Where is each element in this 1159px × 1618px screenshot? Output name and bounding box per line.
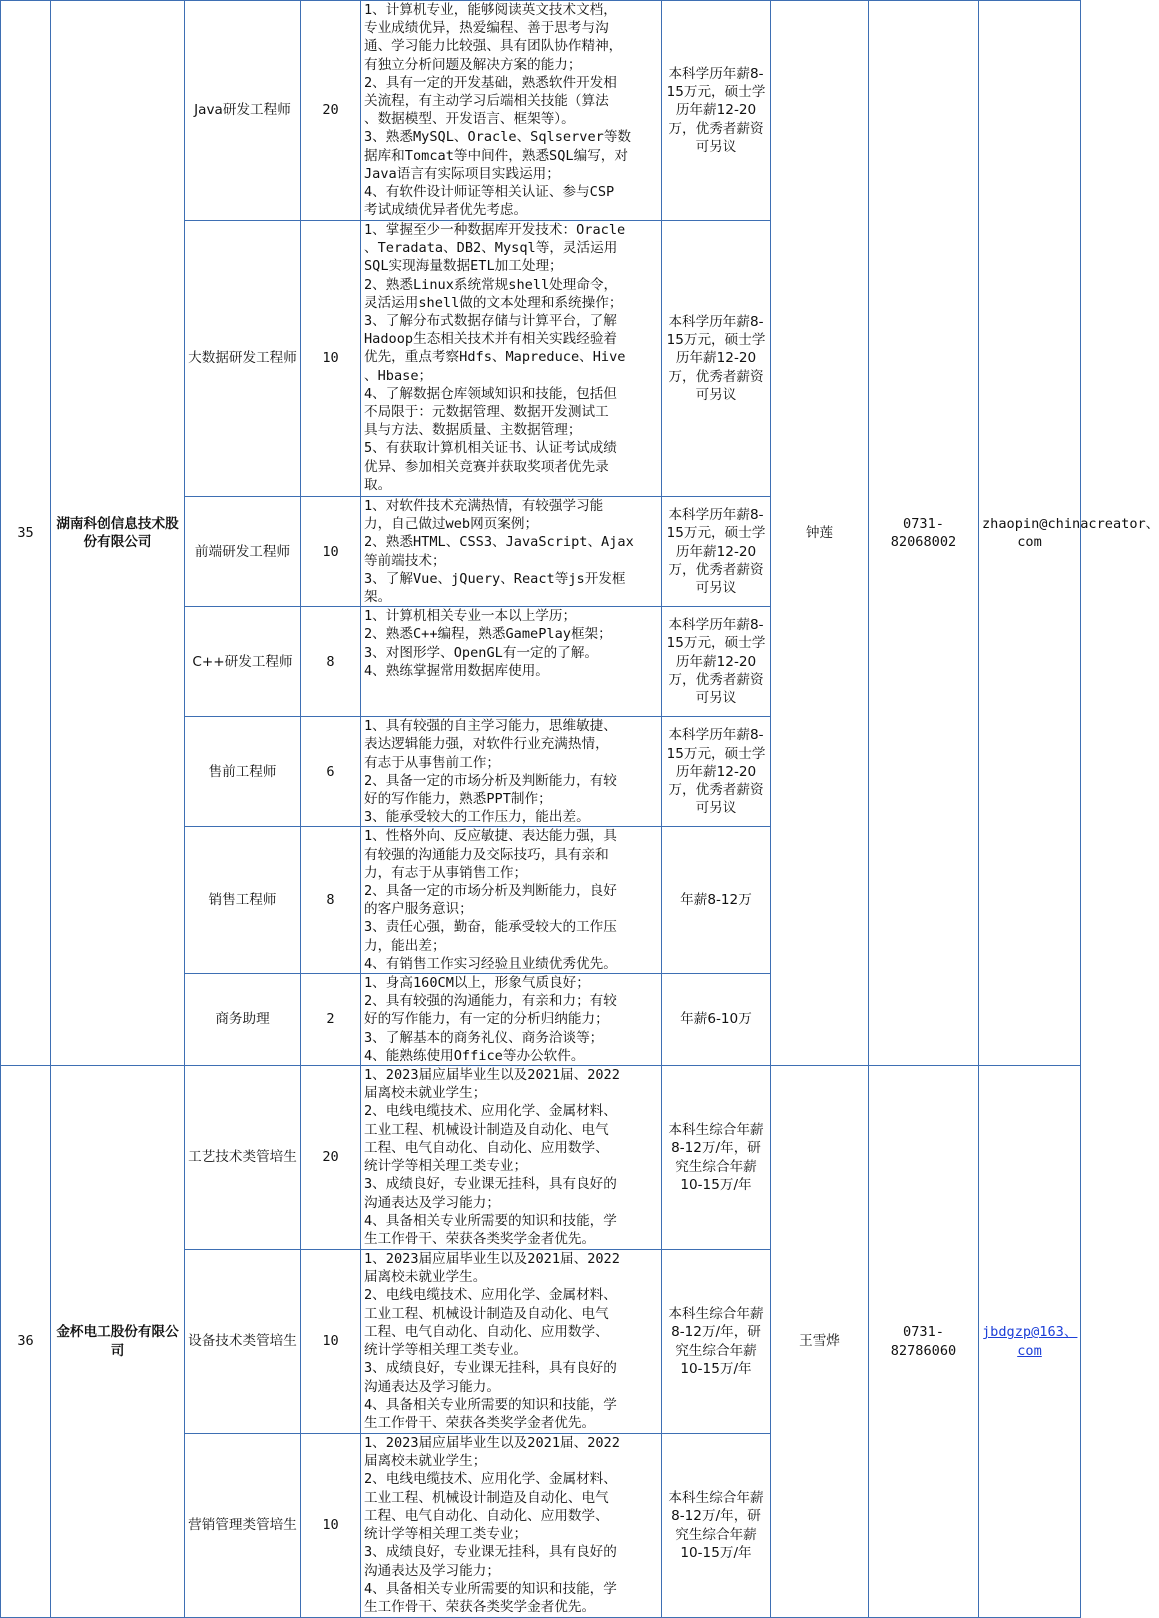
requirement-line: 1、性格外向、反应敏捷、表达能力强，具 <box>364 828 617 845</box>
requirement-line: 1、2023届应届毕业生以及2021届、2022 <box>364 1435 620 1452</box>
requirement-line: 2、电线电缆技术、应用化学、金属材料、 <box>364 1471 617 1488</box>
requirement-line: 工业工程、机械设计制造及自动化、电气 <box>364 1305 609 1322</box>
position-title: 工艺技术类管培生 <box>185 1066 301 1250</box>
requirement-line: 考试成绩优异者优先考虑。 <box>364 202 528 219</box>
position-title: 前端研发工程师 <box>185 497 301 607</box>
requirement-line: 4、有销售工作实习经验且业绩优秀优先。 <box>364 955 617 972</box>
requirement-line: Hadoop生态相关技术并有相关实践经验着 <box>364 331 618 348</box>
salary: 本科生综合年薪8-12万/年，研究生综合年薪10-15万/年 <box>662 1250 771 1434</box>
email-link[interactable]: jbdgzp@163、com <box>982 1324 1078 1359</box>
contact-email <box>979 1066 1081 1618</box>
headcount: 10 <box>301 221 361 497</box>
requirement-line: 4、具备相关专业所需要的知识和技能，学 <box>364 1212 617 1229</box>
requirement-line: 4、具备相关专业所需要的知识和技能，学 <box>364 1396 617 1413</box>
salary: 本科生综合年薪8-12万/年，研究生综合年薪10-15万/年 <box>662 1066 771 1250</box>
requirement-line: 1、2023届应届毕业生以及2021届、2022 <box>364 1067 620 1084</box>
requirements-cell <box>361 827 662 974</box>
salary: 本科学历年薪8-15万元，硕士学历年薪12-20万，优秀者薪资可另议 <box>662 717 771 827</box>
requirement-line: 3、了解Vue、jQuery、React等js开发框 <box>364 570 626 587</box>
requirement-line: 2、电线电缆技术、应用化学、金属材料、 <box>364 1103 617 1120</box>
requirement-line: 取。 <box>364 476 392 493</box>
requirement-line: 力，有志于从事销售工作； <box>364 864 528 881</box>
requirements-cell <box>361 1066 662 1250</box>
requirement-line: 工业工程、机械设计制造及自动化、电气 <box>364 1489 609 1506</box>
requirement-line: 4、具备相关专业所需要的知识和技能，学 <box>364 1580 617 1597</box>
requirement-line: 4、有软件设计师证等相关认证、参与CSP <box>364 184 615 201</box>
requirement-line: 统计学等相关理工类专业； <box>364 1526 528 1543</box>
contact-phone: 0731-82786060 <box>869 1066 979 1618</box>
headcount: 6 <box>301 717 361 827</box>
requirement-line: 5、有获取计算机相关证书、认证考试成绩 <box>364 440 617 457</box>
company-name: 湖南科创信息技术股份有限公司 <box>51 1 185 1066</box>
requirement-line: 生工作骨干、荣获各类奖学金者优先。 <box>364 1230 596 1247</box>
requirement-line: 有志于从事售前工作； <box>364 754 500 771</box>
requirement-line: 1、对软件技术充满热情，有较强学习能 <box>364 498 604 514</box>
requirement-line: 具与方法、数据质量、主数据管理； <box>364 422 582 439</box>
salary: 本科学历年薪8-15万元，硕士学历年薪12-20万，优秀者薪资可另议 <box>662 607 771 717</box>
requirement-line: 有独立分析问题及解决方案的能力； <box>364 56 582 73</box>
requirement-line: 4、熟练掌握常用数据库使用。 <box>364 662 549 679</box>
requirement-line: 架。 <box>364 589 392 606</box>
headcount: 20 <box>301 1 361 221</box>
company-name: 金杯电工股份有限公司 <box>51 1066 185 1618</box>
requirement-line: 通、学习能力比较强、具有团队协作精神， <box>364 38 623 55</box>
requirement-line: 3、能承受较大的工作压力，能出差。 <box>364 809 590 826</box>
requirement-line: SQL实现海量数据ETL加工处理； <box>364 258 563 275</box>
position-title: 设备技术类管培生 <box>185 1250 301 1434</box>
requirement-line: 届离校未就业学生； <box>364 1453 487 1470</box>
salary: 本科学历年薪8-15万元，硕士学历年薪12-20万，优秀者薪资可另议 <box>662 221 771 497</box>
requirement-line: 生工作骨干、荣获各类奖学金者优先。 <box>364 1598 596 1615</box>
requirement-line: 统计学等相关理工类专业。 <box>364 1342 528 1359</box>
contact-phone: 0731-82068002 <box>869 1 979 1066</box>
requirement-line: 等前端技术； <box>364 552 446 569</box>
requirement-line: 好的写作能力，熟悉PPT制作； <box>364 791 552 808</box>
salary: 本科学历年薪8-15万元，硕士学历年薪12-20万，优秀者薪资可另议 <box>662 1 771 221</box>
requirement-line: 2、电线电缆技术、应用化学、金属材料、 <box>364 1287 617 1304</box>
contact-email: zhaopin@chinacreator、com <box>979 1 1081 1066</box>
contact-person: 王雪烨 <box>771 1066 869 1618</box>
requirement-line: 届离校未就业学生。 <box>364 1269 487 1286</box>
table-row <box>1 1 1081 221</box>
position-title: Java研发工程师 <box>185 1 301 221</box>
requirements-cell <box>361 1250 662 1434</box>
requirement-line: 1、计算机相关专业一本以上学历； <box>364 608 577 625</box>
requirement-line: 2、具备一定的市场分析及判断能力，良好 <box>364 883 617 900</box>
requirement-line: 2、具备一定的市场分析及判断能力，有较 <box>364 772 617 789</box>
headcount: 10 <box>301 497 361 607</box>
requirement-line: 关流程，有主动学习后端相关技能（算法 <box>364 93 609 110</box>
table-row <box>1 1066 1081 1250</box>
requirements-cell <box>361 1 662 221</box>
requirement-line: 沟通表达及学习能力； <box>364 1562 500 1579</box>
headcount: 10 <box>301 1250 361 1434</box>
salary: 本科学历年薪8-15万元，硕士学历年薪12-20万，优秀者薪资可另议 <box>662 497 771 607</box>
requirement-line: 1、2023届应届毕业生以及2021届、2022 <box>364 1251 620 1268</box>
requirement-line: 力，能出差； <box>364 937 446 954</box>
row-number: 36 <box>1 1066 51 1618</box>
position-title: 商务助理 <box>185 974 301 1066</box>
headcount: 20 <box>301 1066 361 1250</box>
requirement-line: 好的写作能力，有一定的分析归纳能力； <box>364 1011 609 1028</box>
requirement-line: 不局限于：元数据管理、数据开发测试工 <box>364 404 609 421</box>
requirement-line: Java语言有实际项目实践运用； <box>364 165 560 182</box>
salary: 年薪8-12万 <box>662 827 771 974</box>
requirement-line: 4、能熟练使用Office等办公软件。 <box>364 1047 585 1064</box>
requirement-line: 1、具有较强的自主学习能力，思维敏捷、 <box>364 718 617 735</box>
requirement-line: 1、身高160CM以上，形象气质良好； <box>364 975 590 992</box>
requirement-line: 1、计算机专业，能够阅读英文技术文档， <box>364 2 617 18</box>
salary: 本科生综合年薪8-12万/年，研究生综合年薪10-15万/年 <box>662 1434 771 1618</box>
requirement-line: 优先，重点考察Hdfs、Mapreduce、Hive <box>364 349 626 366</box>
requirement-line: 1、掌握至少一种数据库开发技术：Oracle <box>364 222 626 238</box>
requirement-line: 2、熟悉C++编程，熟悉GamePlay框架； <box>364 626 612 643</box>
requirement-line: 工程、电气自动化、自动化、应用数学、 <box>364 1507 609 1524</box>
row-number: 35 <box>1 1 51 1066</box>
requirements-cell <box>361 717 662 827</box>
headcount: 8 <box>301 607 361 717</box>
requirements-cell <box>361 1434 662 1618</box>
requirement-line: 2、熟悉HTML、CSS3、JavaScript、Ajax <box>364 534 634 551</box>
requirement-line: 2、熟悉Linux系统常规shell处理命令， <box>364 276 618 293</box>
requirements-cell <box>361 221 662 497</box>
requirement-line: 有较强的沟通能力及交际技巧，具有亲和 <box>364 846 609 863</box>
position-title: C++研发工程师 <box>185 607 301 717</box>
requirement-line: 优异、参加相关竞赛并获取奖项者优先录 <box>364 458 609 475</box>
requirement-line: 、Teradata、DB2、Mysql等，灵活运用 <box>364 240 618 257</box>
requirement-line: 3、成绩良好，专业课无挂科，具有良好的 <box>364 1176 617 1193</box>
requirement-line: 专业成绩优异，热爱编程、善于思考与沟 <box>364 20 609 37</box>
requirement-line: 3、对图形学、OpenGL有一定的了解。 <box>364 644 599 661</box>
requirement-line: 沟通表达及学习能力； <box>364 1194 500 1211</box>
requirement-line: 据库和Tomcat等中间件，熟悉SQL编写，对 <box>364 147 628 164</box>
salary: 年薪6-10万 <box>662 974 771 1066</box>
requirement-line: 沟通表达及学习能力。 <box>364 1378 500 1395</box>
requirements-cell <box>361 497 662 607</box>
requirement-line: 生工作骨干、荣获各类奖学金者优先。 <box>364 1414 596 1431</box>
requirement-line: 届离校未就业学生； <box>364 1085 487 1102</box>
requirement-line: 2、具有一定的开发基础，熟悉软件开发相 <box>364 74 617 91</box>
requirement-line: 、数据模型、开发语言、框架等）。 <box>364 111 575 128</box>
position-title: 大数据研发工程师 <box>185 221 301 497</box>
requirement-line: 、Hbase； <box>364 367 433 384</box>
requirement-line: 的客户服务意识； <box>364 901 473 918</box>
requirement-line: 3、责任心强，勤奋，能承受较大的工作压 <box>364 919 617 936</box>
requirement-line: 工程、电气自动化、自动化、应用数学、 <box>364 1139 609 1156</box>
requirement-line: 表达逻辑能力强，对软件行业充满热情， <box>364 736 609 753</box>
headcount: 8 <box>301 827 361 974</box>
position-title: 销售工程师 <box>185 827 301 974</box>
headcount: 10 <box>301 1434 361 1618</box>
requirement-line: 4、了解数据仓库领域知识和技能，包括但 <box>364 385 617 402</box>
contact-person: 钟莲 <box>771 1 869 1066</box>
requirement-line: 3、成绩良好，专业课无挂科，具有良好的 <box>364 1360 617 1377</box>
requirement-line: 2、具有较强的沟通能力，有亲和力；有较 <box>364 993 617 1010</box>
requirement-line: 3、了解分布式数据存储与计算平台，了解 <box>364 313 617 330</box>
requirements-cell <box>361 974 662 1066</box>
requirement-line: 灵活运用shell做的文本处理和系统操作； <box>364 294 623 311</box>
requirement-line: 3、熟悉MySQL、Oracle、Sqlserver等数 <box>364 129 632 146</box>
position-title: 售前工程师 <box>185 717 301 827</box>
headcount: 2 <box>301 974 361 1066</box>
requirements-cell <box>361 607 662 717</box>
requirement-line: 3、了解基本的商务礼仪、商务洽谈等； <box>364 1029 604 1046</box>
requirement-line: 力，自己做过web网页案例； <box>364 516 539 533</box>
requirement-line: 工程、电气自动化、自动化、应用数学、 <box>364 1323 609 1340</box>
requirement-line: 统计学等相关理工类专业； <box>364 1158 528 1175</box>
position-title: 营销管理类管培生 <box>185 1434 301 1618</box>
requirement-line: 3、成绩良好，专业课无挂科，具有良好的 <box>364 1544 617 1561</box>
requirement-line: 工业工程、机械设计制造及自动化、电气 <box>364 1121 609 1138</box>
